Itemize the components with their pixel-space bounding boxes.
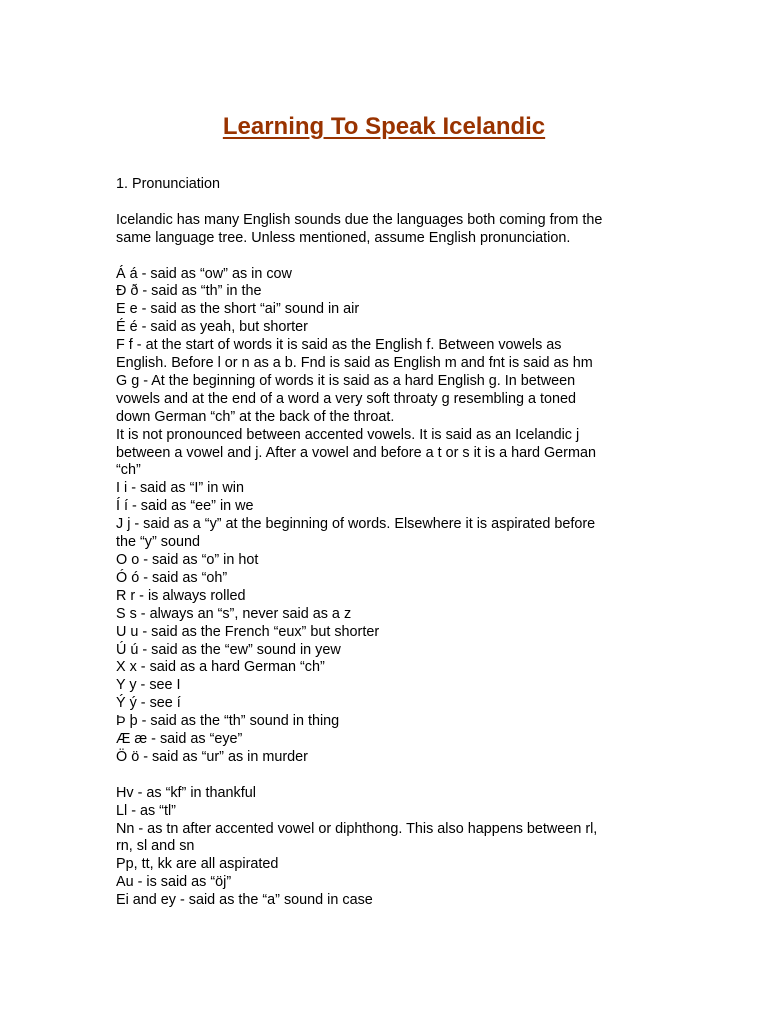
combination-pronunciation-list <box>116 785 756 910</box>
document-body <box>116 176 756 910</box>
letter-line: O o - said as “o” in hot <box>116 552 259 568</box>
letter-line: Ú ú - said as the “ew” sound in yew <box>116 641 341 658</box>
paragraph-gap <box>116 248 756 266</box>
letter-pronunciation-list <box>116 266 756 767</box>
letter-line: X x - said as a hard German “ch” <box>116 659 325 676</box>
letter-line: É é - said as yeah, but shorter <box>116 319 308 336</box>
intro-line: same language tree. Unless mentioned, assume English pronunciation. <box>116 229 571 246</box>
combination-line: Hv - as “kf” in thankful <box>116 784 256 801</box>
letter-line: Á á - said as “ow” as in cow <box>116 265 292 282</box>
letter-line: S s - always an “s”, never said as a z <box>116 605 352 622</box>
combination-line: Ei and ey - said as the “a” sound in case <box>116 892 373 909</box>
letter-line: “ch” <box>116 462 141 479</box>
letter-line: Ý ý - see í <box>116 695 181 712</box>
letter-line: J j - said as a “y” at the beginning of words. Elsewhere it is aspirated before <box>116 516 596 533</box>
letter-line: U u - said as the French “eux” but shorter <box>116 623 380 640</box>
letter-line: E e - said as the short “ai” sound in air <box>116 301 360 318</box>
letter-line: R r - is always rolled <box>116 587 246 604</box>
combination-line: rn, sl and sn <box>116 838 195 855</box>
combination-line: Ll - as “tl” <box>116 802 176 819</box>
letter-line: It is not pronounced between accented vowels. It is said as an Icelandic j <box>116 426 580 443</box>
letter-line: English. Before l or n as a b. Fnd is said as English m and fnt is said as hm <box>116 355 593 372</box>
intro-line: Icelandic has many English sounds due the languages both coming from the <box>116 211 603 228</box>
letter-line: between a vowel and j. After a vowel and before a t or s it is a hard German <box>116 444 596 461</box>
letter-line: Ö ö - said as “ur” as in murder <box>116 748 308 765</box>
document-title: Learning To Speak Icelandic <box>222 113 546 140</box>
letter-line: Þ þ - said as the “th” sound in thing <box>116 713 340 730</box>
letter-line: vowels and at the end of a word a very soft throaty g resembling a toned <box>116 390 576 407</box>
section-heading: 1. Pronunciation <box>116 176 221 192</box>
paragraph-gap <box>116 767 756 785</box>
paragraph-gap <box>116 194 756 212</box>
letter-line: the “y” sound <box>116 534 200 551</box>
letter-line: Y y - see I <box>116 677 181 694</box>
letter-line: Ð ð - said as “th” in the <box>116 283 262 300</box>
letter-line: I i - said as “I” in win <box>116 480 244 497</box>
combination-line: Nn - as tn after accented vowel or diphthong. This also happens between rl, <box>116 820 598 837</box>
letter-line: G g - At the beginning of words it is said as a hard English g. In between <box>116 372 576 389</box>
letter-line: Æ æ - said as “eye” <box>116 731 243 748</box>
combination-line: Au - is said as “öj” <box>116 874 232 891</box>
combination-line: Pp, tt, kk are all aspirated <box>116 856 279 873</box>
letter-line: down German “ch” at the back of the throat. <box>116 408 395 425</box>
letter-line: Í í - said as “ee” in we <box>116 498 254 515</box>
letter-line: Ó ó - said as “oh” <box>116 569 228 586</box>
letter-line: F f - at the start of words it is said as the English f. Between vowels as <box>116 337 562 354</box>
intro-paragraph <box>116 212 756 248</box>
